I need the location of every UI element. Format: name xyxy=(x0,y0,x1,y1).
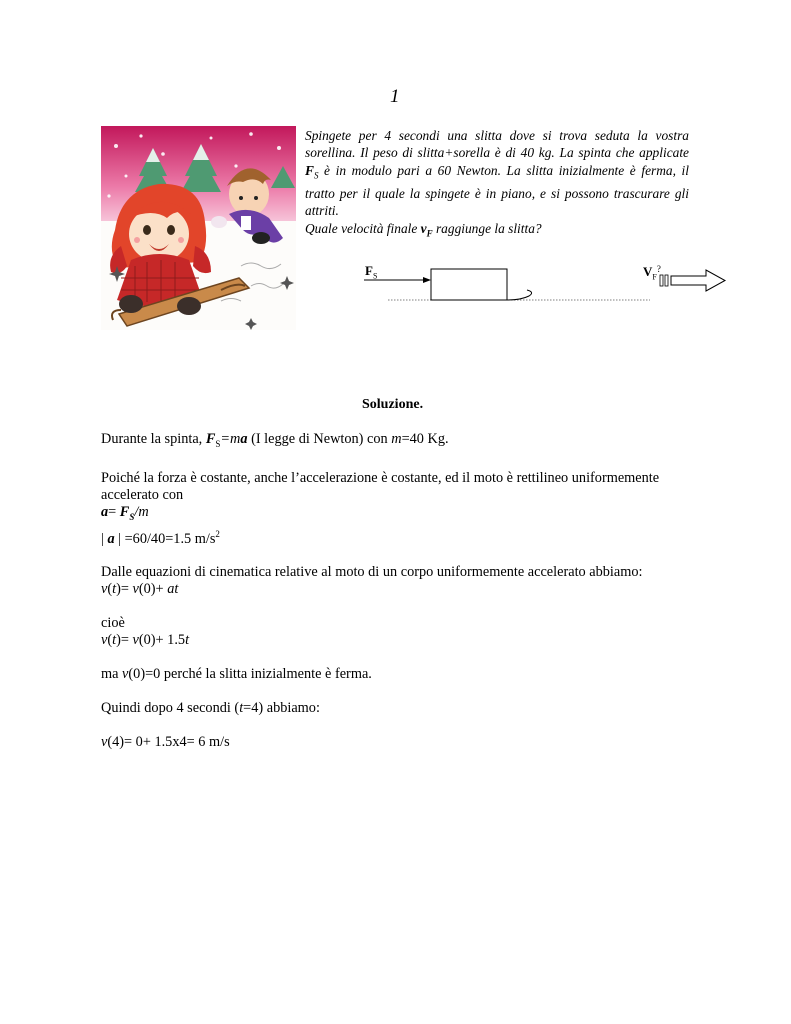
solution-body xyxy=(101,431,701,768)
solution-paragraph-kinematics: Dalle equazioni di cinematica relative al moto di un corpo uniformemente accelerato abbiamo: v(t)= v(0)+ at xyxy=(101,564,643,598)
problem-statement xyxy=(305,127,689,243)
solution-result: v(4)= 0+ 1.5x4= 6 m/s xyxy=(101,734,230,751)
page-number: 1 xyxy=(390,86,400,107)
velocity-symbol: v xyxy=(420,220,427,236)
force-diagram xyxy=(360,258,730,310)
question-part2: raggiunge la slitta? xyxy=(432,220,542,236)
solution-paragraph-cioe: cioè v(t)= v(0)+ 1.5t xyxy=(101,615,190,649)
solution-paragraph-then: Quindi dopo 4 secondi (t=4) abbiamo: xyxy=(101,700,320,717)
question-part1: Quale velocità finale xyxy=(305,220,421,236)
problem-text-part2: è in modulo pari a 60 Newton. La slitta inizialmente è ferma, il tratto per il quale la spingete è in piano, e si possono trascurare gli attriti. xyxy=(305,162,689,219)
sled-runner xyxy=(507,290,532,300)
solution-paragraph-acceleration: Poiché la forza è costante, anche l’accelerazione è costante, ed il moto è rettilineo uniformemente accelerato con $a= F_S/m$ | a | =60/40=1.5 $m/s^2$ xyxy=(101,469,660,547)
force-arrow-head xyxy=(423,277,431,283)
sled-illustration xyxy=(101,126,296,330)
velocity-subscript: F xyxy=(426,228,433,239)
velocity-arrow xyxy=(671,270,725,291)
vf-tick-2 xyxy=(665,275,668,286)
sled-box xyxy=(431,269,507,300)
solution-paragraph-initial: ma v(0)=0 perché la slitta inizialmente è ferma. xyxy=(101,666,372,683)
vf-label: $V_F^?$ xyxy=(643,264,661,282)
fs-label: $F_S$ xyxy=(365,263,378,281)
force-symbol: F xyxy=(305,162,314,178)
force-subscript: S xyxy=(313,170,319,181)
solution-title: Soluzione. xyxy=(362,397,424,412)
problem-text-part1: Spingete per 4 secondi una slitta dove si trova seduta la vostra sorellina. Il peso di slitta+sorella è di 40 kg. La spinta che applicate xyxy=(305,128,689,161)
solution-paragraph-newton: Durante la spinta, $F_S=ma$ (I legge di Newton) con m=40 Kg. xyxy=(101,431,449,449)
diagram-drawing xyxy=(360,258,730,310)
